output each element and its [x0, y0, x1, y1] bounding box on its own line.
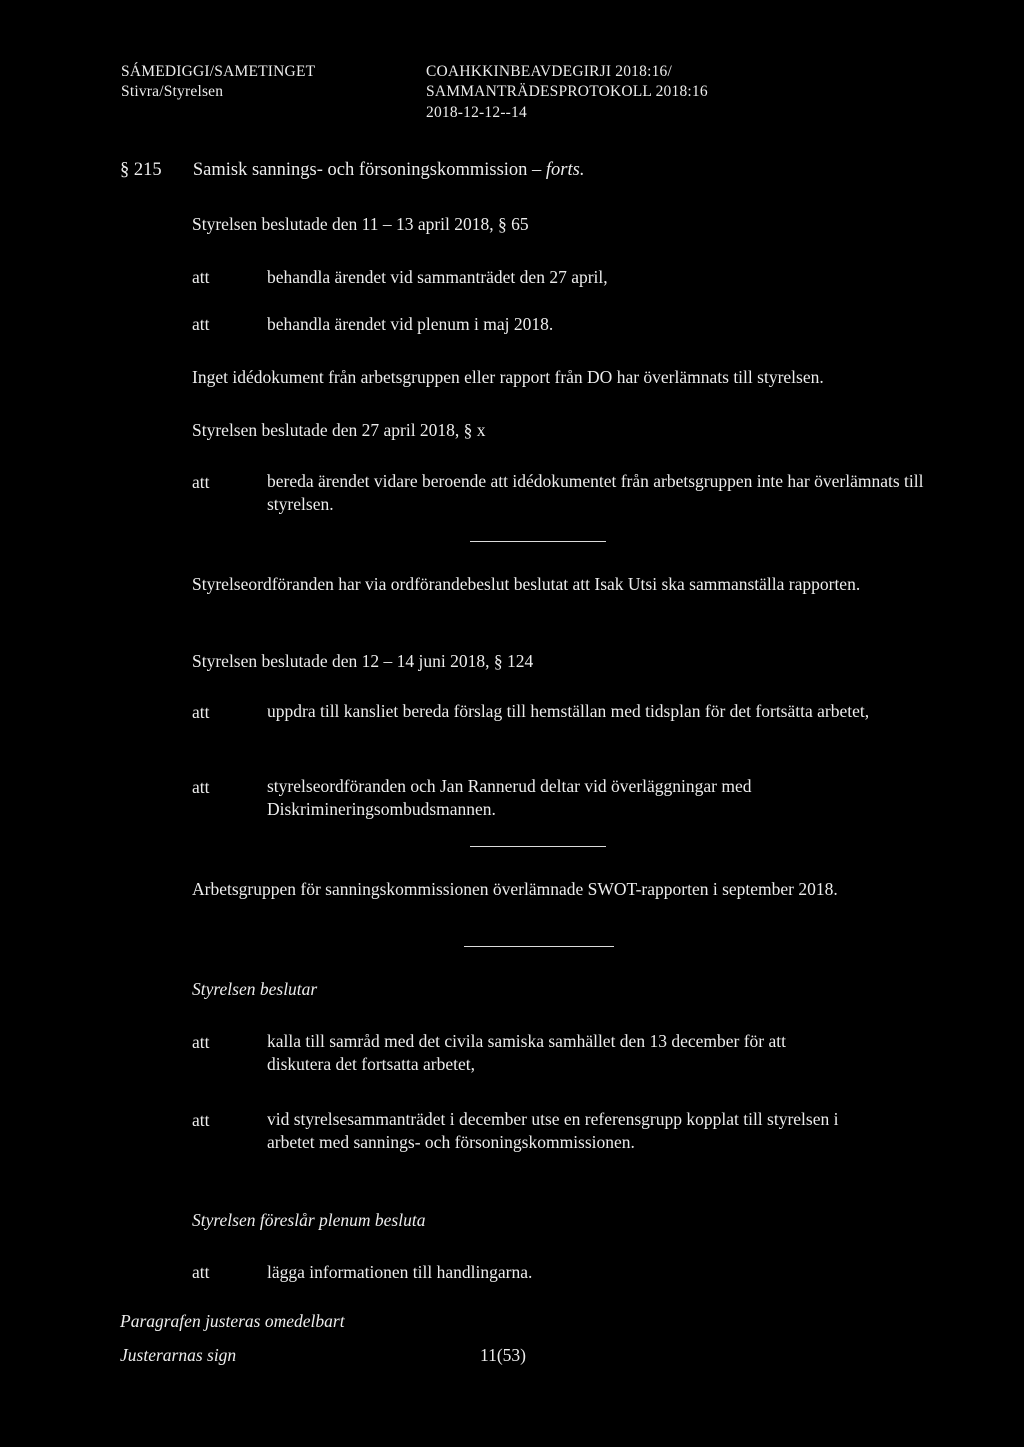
list-marker: att	[192, 777, 210, 797]
header-doc-line2: SAMMANTRÄDESPROTOKOLL 2018:16	[426, 83, 708, 100]
list-marker: att	[192, 267, 210, 287]
paragraph-decision-june: Styrelsen beslutade den 12 – 14 juni 2018, § 124	[192, 651, 534, 671]
list-item: behandla ärendet vid sammanträdet den 27 april,	[267, 267, 608, 287]
list-marker: att	[192, 1032, 210, 1052]
section-symbol: §	[120, 160, 130, 180]
paragraph-no-document: Inget idédokument från arbetsgruppen eller rapport från DO har överlämnats till styrelsen.	[192, 367, 824, 387]
separator-line	[464, 946, 614, 947]
paragraph-decision-27-april: Styrelsen beslutade den 27 april 2018, § x	[192, 420, 486, 440]
section-number: 215	[133, 160, 162, 180]
footer-justified-note: Paragrafen justeras omedelbart	[120, 1311, 345, 1331]
separator-line	[470, 846, 606, 847]
list-item: uppdra till kansliet bereda förslag till hemställan med tidsplan för det fortsätta arbetet,	[267, 701, 870, 721]
list-marker: att	[192, 314, 210, 334]
list-item: bereda ärendet vidare beroende att idédokumentet från arbetsgruppen inte har överlämnats till styrelsen.	[267, 471, 924, 514]
list-item: behandla ärendet vid plenum i maj 2018.	[267, 314, 554, 334]
paragraph-chair-decision: Styrelseordföranden har via ordförandebeslut beslutat att Isak Utsi ska sammanställa rapporten.	[192, 574, 861, 594]
proposal-heading: Styrelsen föreslår plenum besluta	[192, 1210, 426, 1230]
list-item: kalla till samråd med det civila samiska samhället den 13 december för att diskutera det fortsatta arbetet,	[267, 1031, 786, 1074]
list-marker: att	[192, 702, 210, 722]
header-org-line2: Stivra/Styrelsen	[121, 83, 224, 100]
paragraph-swot-report: Arbetsgruppen för sanningskommissionen överlämnade SWOT-rapporten i september 2018.	[192, 879, 838, 899]
section-title-italic: forts.	[545, 160, 585, 180]
list-marker: att	[192, 1262, 210, 1282]
list-item: vid styrelsesammanträdet i december utse en referensgrupp kopplat till styrelsen i arbetet med sannings- och försoningskommissionen.	[267, 1109, 839, 1152]
list-item: lägga informationen till handlingarna.	[267, 1262, 533, 1282]
section-title	[120, 160, 584, 181]
paragraph-decision-april: Styrelsen beslutade den 11 – 13 april 2018, § 65	[192, 214, 529, 234]
header-date: 2018-12-12--14	[426, 104, 527, 121]
decision-heading: Styrelsen beslutar	[192, 979, 318, 999]
footer-sign-label: Justerarnas sign	[120, 1345, 237, 1365]
list-item: styrelseordföranden och Jan Rannerud deltar vid överläggningar med Diskrimineringsombudsmannen.	[267, 776, 752, 819]
list-marker: att	[192, 472, 210, 492]
header-org-line1: SÁMEDIGGI/SAMETINGET	[121, 63, 316, 80]
page-number: 11(53)	[480, 1345, 527, 1365]
section-title-main: Samisk sannings- och försoningskommission –	[192, 160, 546, 180]
list-marker: att	[192, 1110, 210, 1130]
separator-line	[470, 541, 606, 542]
header-doc-line1: COAHKKINBEAVDEGIRJI 2018:16/	[426, 63, 672, 80]
